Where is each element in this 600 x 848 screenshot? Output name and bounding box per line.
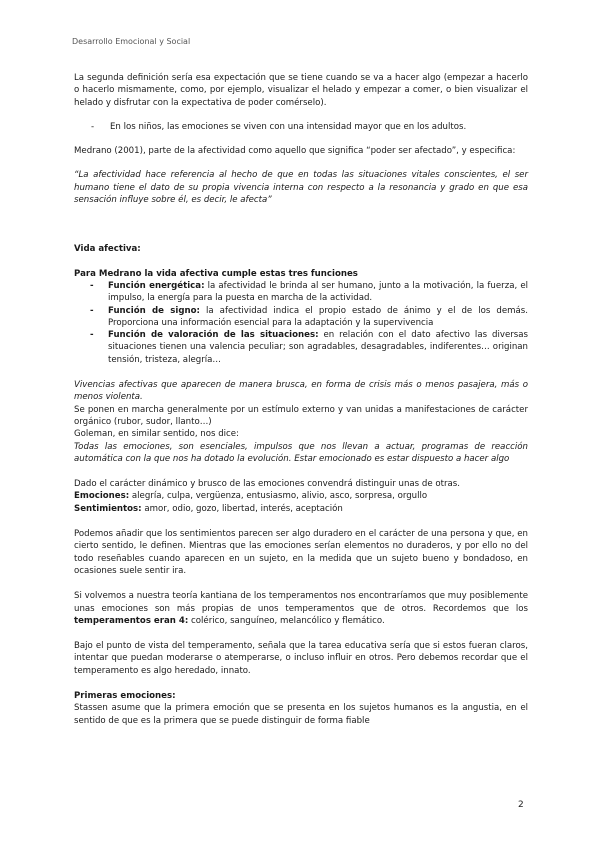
list-item-text: En los niños, las emociones se viven con una intensidad mayor que en los adultos. — [110, 121, 467, 132]
paragraph-definition: La segunda definición sería esa expectación que se tiene cuando se va a hacer algo (empezar a hacerlo o hacerlo mismamente, como, por ejemplo, visualizar el helado y empezar a comer, o bien visualizar el helado y disfrutar con la expectativa de poder comérselo). — [74, 73, 528, 108]
paragraph-bajo: Bajo el punto de vista del temperamento, señala que la tarea educativa sería que si estos fueran claros, intentar que puedan moderarse o atemperarse, o incluso influir en otros. Pero debemos recordar que el temperamento es algo heredado, innato. — [74, 641, 528, 676]
quote-afectividad: “La afectividad hace referencia al hecho de que en todas las situaciones vitales conscientes, el ser humano tiene el dato de su propia vivencia interna con respecto a la resonancia y grado en que esa sensación influye sobre él, es decir, le afecta” — [74, 170, 528, 206]
list-item — [74, 280, 528, 305]
paragraph-vivencias: Vivencias afectivas que aparecen de manera brusca, en forma de crisis más o menos pasajera, más o menos violenta. — [74, 380, 528, 403]
paragraph-dado: Dado el carácter dinámico y brusco de las emociones convendrá distinguir unas de otras. — [74, 479, 461, 490]
section-heading-vida-afectiva: Vida afectiva: — [74, 244, 141, 255]
dash-marker: - — [90, 330, 94, 341]
temperamentos-label: temperamentos eran 4: — [74, 615, 189, 626]
sentimientos-line — [74, 503, 528, 515]
paragraph-stassen: Stassen asume que la primera emoción que se presenta en los sujetos humanos es la angustia, en el sentido de que es la primera que se puede distinguir de forma fiable — [74, 703, 528, 726]
document-body — [74, 72, 528, 727]
list-item — [74, 329, 528, 366]
paragraph-kant: Si volvemos a nuestra teoría kantiana de los temperamentos nos encontraríamos que muy posiblemente unas emociones son más propias de unos temperamentos que de otros. Recordemos que los temperamentos eran 4: colérico, sanguíneo, melancólico y flemático. — [74, 591, 528, 626]
emociones-line — [74, 490, 528, 502]
dash-marker: - — [90, 280, 94, 291]
emociones-list: alegría, culpa, vergüenza, entusiasmo, alivio, asco, sorpresa, orgullo — [129, 491, 428, 502]
list-item — [74, 305, 528, 330]
term: Función energética: — [108, 280, 205, 291]
funciones-list — [74, 280, 528, 366]
paragraph-podemos: Podemos añadir que los sentimientos parecen ser algo duradero en el carácter de una persona y que, en cierto sentido, le definen. Mientras que las emociones serían elementos no duraderos, y por ello no del todo reseñables cuando aparecen en un sujeto, en la medida que un sujeto bueno y bondadoso, en ocasiones suele sentir ira. — [74, 529, 528, 576]
sentimientos-list: amor, odio, gozo, libertad, interés, aceptación — [141, 503, 343, 514]
dash-marker: - — [91, 121, 95, 132]
paragraph-goleman: Goleman, en similar sentido, nos dice: — [74, 429, 239, 440]
term: Función de signo: — [108, 305, 200, 316]
quote-goleman: Todas las emociones, son esenciales, impulsos que nos llevan a actuar, programas de reacción automática con la que nos ha dotado la evolución. Estar emocionado es estar dispuesto a hacer algo — [74, 441, 528, 464]
definition: la afectividad le brinda al ser humano, junto a la motivación, la fuerza, el impulso, la energía para la puesta en marcha de la actividad. — [108, 280, 529, 304]
definition: la afectividad indica el propio estado de ánimo y el de los demás. Proporciona una información esencial para la adaptación y la supervivencia — [108, 305, 528, 328]
sentimientos-label: Sentimientos: — [74, 503, 142, 514]
dash-list — [74, 121, 528, 133]
dash-marker: - — [90, 305, 94, 316]
page-number: 2 — [518, 800, 524, 810]
emociones-label: Emociones: — [74, 491, 130, 502]
running-header: Desarrollo Emocional y Social — [72, 37, 191, 46]
paragraph-se-ponen: Se ponen en marcha generalmente por un estímulo externo y van unidas a manifestaciones de carácter orgánico (rubor, sudor, llanto…) — [74, 404, 528, 427]
definition: en relación con el dato afectivo las diversas situaciones tienen una valencia peculiar; son agradables, desagradables, indiferentes… originan tensión, tristeza, alegría… — [108, 330, 528, 365]
term: Función de valoración de las situaciones: — [108, 330, 319, 341]
paragraph-medrano: Medrano (2001), parte de la afectividad como aquello que significa “poder ser afectado”, y especifica: — [74, 146, 516, 157]
subheading-funciones: Para Medrano la vida afectiva cumple estas tres funciones — [74, 268, 358, 279]
section-heading-primeras-emociones: Primeras emociones: — [74, 690, 176, 701]
list-item — [74, 121, 528, 133]
